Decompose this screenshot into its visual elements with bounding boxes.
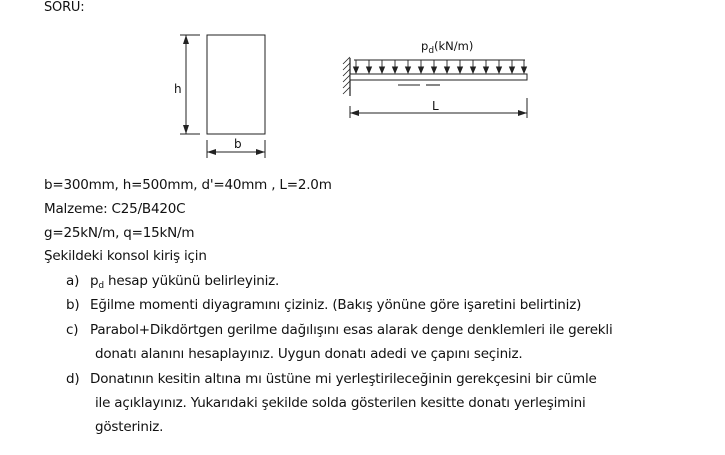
l-arrow-left — [350, 110, 359, 116]
given-loads: g=25kN/m, q=15kN/m — [44, 225, 195, 241]
question-title: SORU: — [44, 0, 85, 15]
question-d: d) Donatının kesitin altına mı üstüne mi yerleştirileceğinin gerekçesini bir cümle — [66, 371, 597, 387]
cantilever-beam — [350, 74, 527, 80]
question-a: a) $p_d$ hesap yükünü belirleyiniz. — [66, 273, 280, 291]
support-hatch — [343, 57, 350, 94]
question-c: c) Parabol+Dikdörtgen gerilme dağılışını esas alarak denge denklemleri ile gerekli — [66, 322, 613, 338]
cross-section-rect — [207, 35, 265, 134]
distributed-load-arrows — [354, 60, 527, 73]
question-b: b) Eğilme momenti diyagramını çiziniz. (Bakış yönüne göre işaretini belirtiniz) — [66, 297, 582, 313]
question-d-cont: ile açıklayınız. Yukarıdaki şekilde solda gösterilen kesitte donatı yerleşimini — [95, 395, 586, 411]
h-label: h — [174, 82, 182, 96]
b-arrow-right — [256, 149, 265, 155]
problem-figure — [0, 0, 725, 170]
load-label: $p_d(kN/m)$ — [421, 39, 474, 56]
h-arrow-bottom — [183, 125, 189, 134]
question-c-cont: donatı alanını hesaplayınız. Uygun donatı adedi ve çapını seçiniz. — [95, 346, 523, 362]
given-dimensions: b=300mm, h=500mm, d'=40mm , L=2.0m — [44, 177, 332, 193]
span-label: L — [432, 99, 439, 113]
h-arrow-top — [183, 35, 189, 44]
given-materials: Malzeme: C25/B420C — [44, 201, 186, 217]
question-d-cont2: gösteriniz. — [95, 419, 164, 435]
b-label: b — [234, 137, 242, 151]
l-arrow-right — [518, 110, 527, 116]
b-arrow-left — [207, 149, 216, 155]
given-intro: Şekildeki konsol kiriş için — [44, 248, 207, 264]
